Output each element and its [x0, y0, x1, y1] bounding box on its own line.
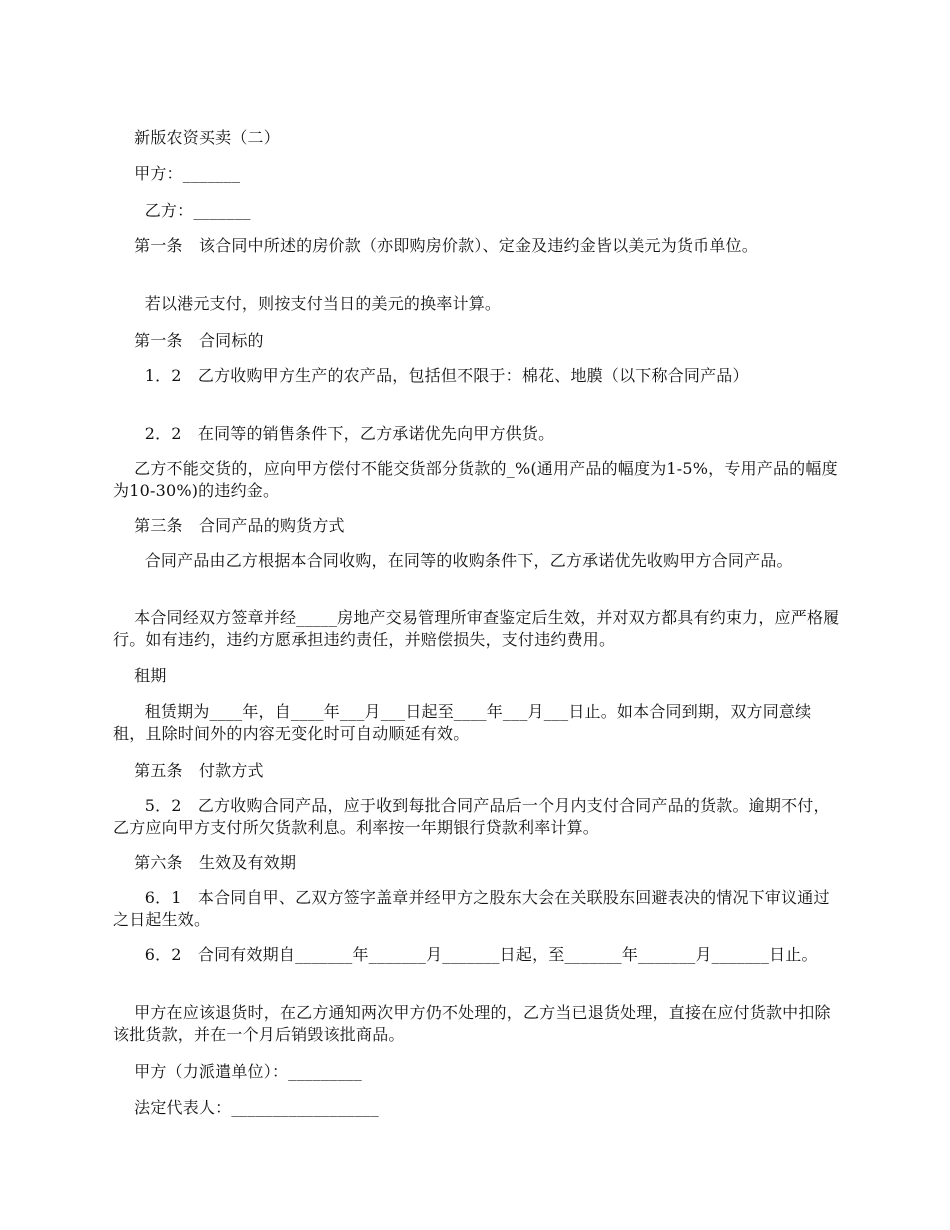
clause-lease-term: 租赁期为____年，自____年___月___日起至____年___月___日止。如本合同到期，双方同意续租，且除时间外的内容无变化时可自动顺延有效。 [113, 702, 812, 743]
clause-purchase-method: 合同产品由乙方根据本合同收购，在同等的收购条件下，乙方承诺优先收购甲方合同产品。 [113, 551, 793, 570]
clause-heading-subject: 第一条 合同标的 [113, 331, 264, 350]
party-b-line: 乙方：_______ [113, 201, 251, 220]
clause-returns: 甲方在应该退货时，在乙方通知两次甲方仍不处理的，乙方当已退货处理，直接在应付货款中扣除该批货款，并在一个月后销毁该批商品。 [113, 1003, 831, 1044]
clause-penalty: 乙方不能交货的，应向甲方偿付不能交货部分货款的_%(通用产品的幅度为1-5%，专用产品的幅度为10-30%)的违约金。 [113, 459, 838, 500]
clause-1-2: 1．2 乙方收购甲方生产的农产品，包括但不限于：棉花、地膜（以下称合同产品） [113, 366, 749, 385]
clause-5-2: 5．2 乙方收购合同产品，应于收到每批合同产品后一个月内支付合同产品的货款。逾期不付，乙方应向甲方支付所欠货款利息。利率按一年期银行贷款利率计算。 [113, 796, 830, 837]
signature-party-a: 甲方（力派遣单位）：_________ [113, 1062, 362, 1081]
party-a-line: 甲方：_______ [113, 164, 241, 183]
clause-heading-validity: 第六条 生效及有效期 [113, 853, 297, 872]
document-title: 新版农资买卖（二） [113, 128, 280, 147]
clause-heading-payment: 第五条 付款方式 [113, 761, 264, 780]
clause-effectiveness: 本合同经双方签章并经_____房地产交易管理所审查鉴定后生效，并对双方都具有约束力，应严格履行。如有违约，违约方愿承担违约责任，并赔偿损失，支付违约费用。 [113, 608, 840, 649]
clause-currency: 第一条 该合同中所述的房价款（亦即购房价款）、定金及违约金皆以美元为货币单位。 [113, 236, 758, 255]
clause-6-1: 6．1 本合同自甲、乙双方签字盖章并经甲方之股东大会在关联股东回避表决的情况下审议通过之日起生效。 [113, 888, 830, 929]
clause-hkd-payment: 若以港元支付，则按支付当日的美元的换率计算。 [113, 294, 502, 313]
clause-heading-lease-term: 租期 [113, 666, 167, 685]
signature-legal-representative: 法定代表人：__________________ [113, 1098, 379, 1117]
clause-2-2: 2．2 在同等的销售条件下，乙方承诺优先向甲方供货。 [113, 424, 555, 443]
clause-6-2: 6．2 合同有效期自_______年_______月_______日起，至_______年_______月_______日止。 [113, 945, 818, 964]
clause-heading-purchase-method: 第三条 合同产品的购货方式 [113, 516, 345, 535]
